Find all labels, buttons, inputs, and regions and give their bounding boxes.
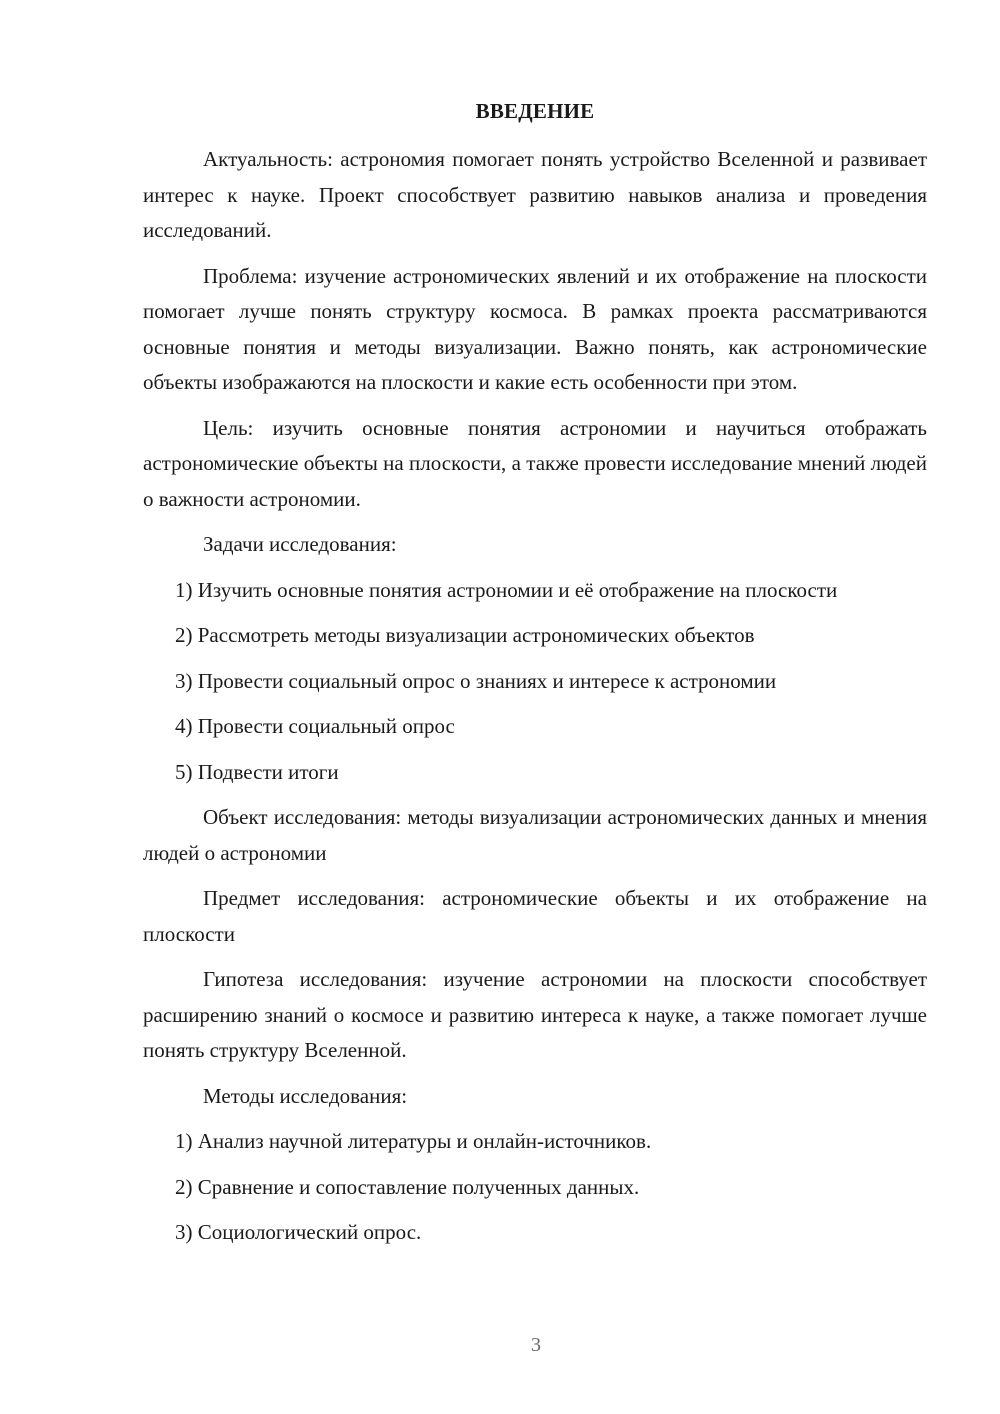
page-number: 3 [531,1334,541,1356]
hypothesis-paragraph: Гипотеза исследования: изучение астрономии на плоскости способствует расширению знаний о космосе и развитию интереса к науке, а также помогает лучше понять структуру Вселенной. [143,967,927,1062]
task-item: 2) Рассмотреть методы визуализации астрономических объектов [175,623,755,647]
task-item: 1) Изучить основные понятия астрономии и её отображение на плоскости [175,577,838,602]
method-item: 3) Социологический опрос. [175,1220,422,1244]
methods-heading: Методы исследования: [203,1083,408,1108]
problem-paragraph: Проблема: изучение астрономических явлений и их отображение на плоскости помогает лучше понять структуру космоса. В рамках проекта рассматриваются основные понятия и методы визуализации. Важно понять, как астрономические объекты изображаются на плоскости и какие есть особенности при этом. [143,263,927,394]
task-item: 5) Подвести итоги [175,759,339,784]
task-item: 4) Провести социальный опрос [175,714,455,738]
task-item: 3) Провести социальный опрос о знаниях и интересе к астрономии [175,668,777,693]
method-item: 2) Сравнение и сопоставление полученных данных. [175,1174,640,1199]
page-content [143,96,927,1261]
method-item: 1) Анализ научной литературы и онлайн-источников. [175,1129,652,1153]
relevance-paragraph: Актуальность: астрономия помогает понять устройство Вселенной и развивает интерес к науке. Проект способствует развитию навыков анализа и проведения исследований. [143,147,927,242]
section-title: ВВЕДЕНИЕ [475,99,595,123]
subject-paragraph: Предмет исследования: астрономические объекты и их отображение на плоскости [143,886,927,946]
object-paragraph: Объект исследования: методы визуализации астрономических данных и мнения людей о астрономии [143,805,927,865]
tasks-heading: Задачи исследования: [203,532,397,556]
goal-paragraph: Цель: изучить основные понятия астрономии и научиться отображать астрономические объекты на плоскости, а также провести исследование мнений людей о важности астрономии. [143,415,927,511]
